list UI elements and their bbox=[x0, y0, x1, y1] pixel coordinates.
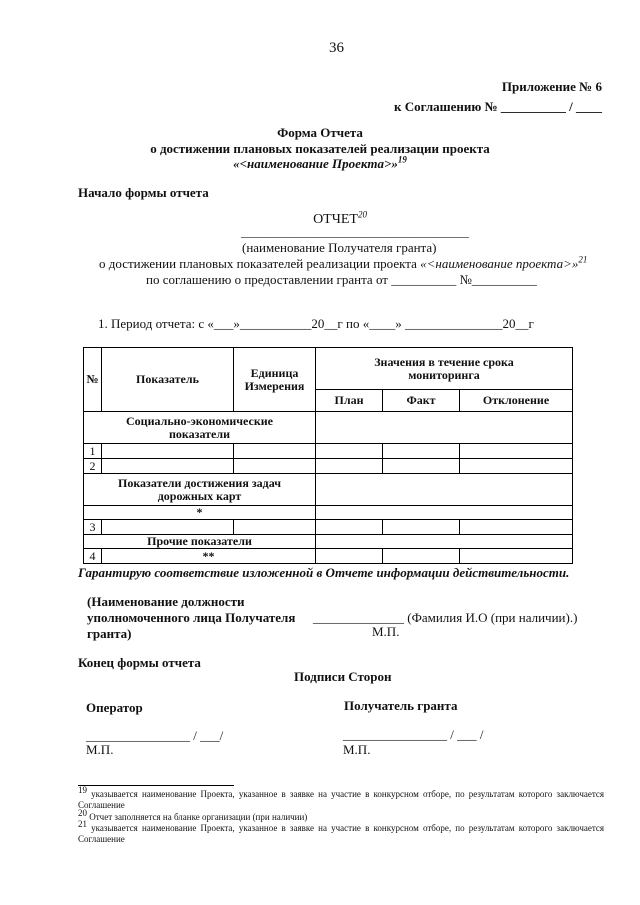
plan-cell[interactable] bbox=[316, 520, 383, 535]
table-row bbox=[84, 459, 573, 474]
signatures-title: Подписи Сторон bbox=[294, 669, 392, 684]
appendix-title: Приложение № 6 bbox=[501, 79, 602, 94]
operator-mp: М.П. bbox=[86, 742, 114, 757]
section-other: Прочие показатели bbox=[84, 535, 316, 549]
footnote-ref-19: 19 bbox=[397, 154, 407, 165]
footnote-ref-20: 20 bbox=[357, 209, 367, 220]
indicator-cell[interactable] bbox=[102, 444, 234, 459]
col-num-header: № bbox=[84, 348, 102, 412]
position-caption-1: (Наименование должности bbox=[87, 594, 245, 609]
report-period: 1. Период отчета: с «___»___________20__г по «____» _______________20__г bbox=[98, 316, 534, 331]
project-name-text: «<наименование Проекта>» bbox=[233, 156, 398, 171]
col-deviation-header: Отклонение bbox=[460, 390, 573, 412]
deviation-cell[interactable] bbox=[460, 520, 573, 535]
row-number: 2 bbox=[84, 459, 102, 474]
deviation-cell[interactable] bbox=[460, 444, 573, 459]
indicator-cell[interactable] bbox=[102, 520, 234, 535]
other-mark: ** bbox=[102, 549, 316, 564]
unit-cell[interactable] bbox=[234, 459, 316, 474]
project-name-lower: «<наименование проекта>» bbox=[420, 256, 579, 271]
indicator-cell[interactable] bbox=[102, 459, 234, 474]
footnote-separator bbox=[78, 785, 234, 786]
position-caption-2: уполномоченного лица Получателя bbox=[87, 610, 296, 625]
table-row bbox=[84, 549, 573, 564]
unit-cell[interactable] bbox=[234, 520, 316, 535]
footnote-20 bbox=[78, 808, 604, 823]
row-number: 1 bbox=[84, 444, 102, 459]
fact-cell[interactable] bbox=[383, 444, 460, 459]
footnote-num: 21 bbox=[78, 819, 87, 829]
section-row bbox=[84, 474, 573, 506]
unit-cell[interactable] bbox=[234, 444, 316, 459]
form-start-label: Начало формы отчета bbox=[78, 185, 209, 200]
fact-cell[interactable] bbox=[383, 549, 460, 564]
table-row bbox=[84, 520, 573, 535]
footnote-text: Отчет заполняется на бланке организации (при наличии) bbox=[89, 812, 308, 822]
col-fact-header: Факт bbox=[383, 390, 460, 412]
page-number: 36 bbox=[329, 40, 344, 56]
form-subtitle: о достижении плановых показателей реализации проекта bbox=[150, 141, 490, 156]
row-number: 3 bbox=[84, 520, 102, 535]
footnote-ref-21: 21 bbox=[578, 254, 588, 265]
plan-cell[interactable] bbox=[316, 459, 383, 474]
row-number: 4 bbox=[84, 549, 102, 564]
col-values-header: Значения в течение срока мониторинга bbox=[316, 348, 573, 390]
plan-cell[interactable] bbox=[316, 549, 383, 564]
footnote-num: 19 bbox=[78, 785, 87, 795]
plan-cell[interactable] bbox=[316, 444, 383, 459]
section-empty-cell bbox=[316, 535, 573, 549]
col-plan-header: План bbox=[316, 390, 383, 412]
signature-line: ______________ (Фамилия И.О (при наличии).) bbox=[313, 610, 578, 625]
footnote-num: 20 bbox=[78, 808, 87, 818]
stamp-mp: М.П. bbox=[372, 624, 400, 639]
footnote-text: указывается наименование Проекта, указанное в заявке на участие в конкурсном отборе, по результатам которого заключается Соглашение bbox=[78, 823, 605, 844]
fact-cell[interactable] bbox=[383, 459, 460, 474]
col-indicator-header: Показатель bbox=[102, 348, 234, 412]
section-socio-economic: Социально-экономические показатели bbox=[84, 412, 316, 444]
section-row bbox=[84, 412, 573, 444]
section-empty-cell bbox=[316, 412, 573, 444]
operator-signature: ________________ / ___/ bbox=[86, 728, 224, 743]
section-row bbox=[84, 535, 573, 549]
grant-agreement-line: по соглашению о предоставлении гранта от __________ №__________ bbox=[146, 272, 537, 287]
operator-label: Оператор bbox=[86, 700, 143, 715]
col-unit-header: Единица Измерения bbox=[234, 348, 316, 412]
footnote-21 bbox=[78, 819, 605, 845]
recipient-blank-line: ______________________________________ bbox=[241, 225, 469, 239]
form-end-label: Конец формы отчета bbox=[78, 655, 201, 670]
recipient-caption: (наименование Получателя гранта) bbox=[242, 240, 437, 255]
fact-cell[interactable] bbox=[383, 520, 460, 535]
achievement-line bbox=[99, 256, 587, 272]
grant-recipient-label: Получатель гранта bbox=[344, 698, 458, 713]
achievement-text: о достижении плановых показателей реализации проекта bbox=[99, 256, 421, 271]
roadmap-mark: * bbox=[84, 506, 316, 520]
recipient-signature: ________________ / ___ / bbox=[343, 727, 484, 742]
deviation-cell[interactable] bbox=[460, 459, 573, 474]
table-row bbox=[84, 444, 573, 459]
section-empty-cell bbox=[316, 474, 573, 506]
report-word: ОТЧЕТ bbox=[313, 212, 358, 227]
position-caption-3: гранта) bbox=[87, 626, 132, 641]
section-empty-cell bbox=[316, 506, 573, 520]
deviation-cell[interactable] bbox=[460, 549, 573, 564]
mark-row bbox=[84, 506, 573, 520]
section-roadmap: Показатели достижения задач дорожных карт bbox=[84, 474, 316, 506]
guarantee-statement: Гарантирую соответствие изложенной в Отчете информации действительности. bbox=[78, 565, 570, 580]
project-name-placeholder bbox=[0, 156, 640, 172]
footnote-text: указывается наименование Проекта, указанное в заявке на участие в конкурсном отборе, по результатам которого заключается Соглашение bbox=[78, 789, 605, 810]
table-header-row bbox=[84, 348, 573, 390]
form-title: Форма Отчета bbox=[277, 125, 363, 140]
indicators-table bbox=[83, 347, 573, 564]
agreement-reference: к Соглашению № __________ / ____ bbox=[394, 99, 602, 114]
recipient-mp: М.П. bbox=[343, 742, 371, 757]
footnote-19 bbox=[78, 785, 605, 811]
